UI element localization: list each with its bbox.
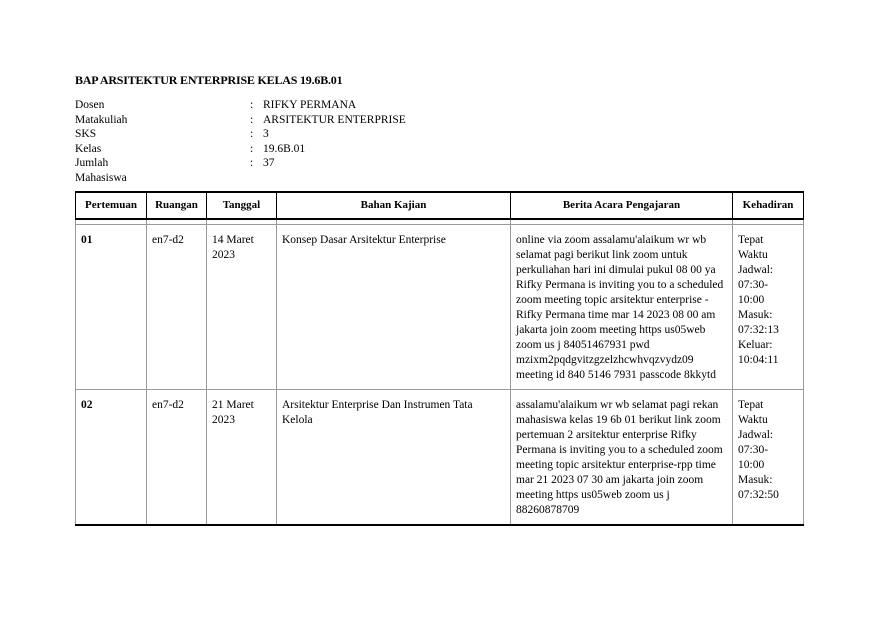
info-value: 3 — [263, 128, 269, 140]
attendance-line: 10:00 — [738, 294, 765, 306]
attendance-line: 10:04:11 — [738, 354, 779, 366]
attendance-line: Masuk: — [738, 309, 773, 321]
attendance-line: Keluar: — [738, 339, 773, 351]
attendance-line: 07:30- — [738, 444, 769, 456]
attendance-line: Jadwal: — [738, 429, 774, 441]
document-title: BAP ARSITEKTUR ENTERPRISE KELAS 19.6B.01 — [75, 73, 343, 87]
info-colon: : — [250, 128, 254, 140]
table-row — [76, 225, 804, 390]
attendance-line: 07:32:13 — [738, 324, 779, 336]
info-label: SKS — [75, 128, 97, 140]
meeting-number: 02 — [76, 390, 147, 526]
attendance-line: Waktu — [738, 414, 768, 426]
column-header-tanggal: Tanggal — [207, 192, 277, 219]
info-colon: : — [250, 99, 254, 111]
attendance-line: 07:30- — [738, 279, 769, 291]
info-value: RIFKY PERMANA — [263, 99, 357, 111]
attendance-line: Waktu — [738, 249, 768, 261]
teaching-report-cell: assalamu'alaikum wr wb selamat pagi rekan mahasiswa kelas 19 6b 01 berikut link zoom pertemuan 2 arsitektur enterprise Rifky Permana is inviting you to a scheduled zoom meeting topic arsitektur enterprise-rpp time mar 21 2023 07 30 am jakarta join zoom meeting https us05web zoom us j 88260878709 — [511, 390, 733, 526]
info-value: 37 — [263, 157, 275, 169]
topic-cell: Arsitektur Enterprise Dan Instrumen Tata Kelola — [277, 390, 511, 526]
room-cell: en7-d2 — [147, 225, 207, 390]
date-cell: 21 Maret 2023 — [207, 390, 277, 526]
table-row — [76, 390, 804, 526]
info-colon: : — [250, 157, 254, 169]
teaching-report-cell: online via zoom assalamu'alaikum wr wb selamat pagi berikut link zoom untuk perkuliahan hari ini dimulai pukul 08 00 ya Rifky Permana is inviting you to a scheduled zoom meeting topic arsitektur enterprise - Rifky Permana time mar 14 2023 08 00 am jakarta join zoom meeting https us05web zoom us j 84051467931 pwd mzixm2pqdgvitzgzelzhcwhvqzvydz09 meeting id 840 5146 7931 passcode 8kkytd — [511, 225, 733, 390]
attendance-line: Tepat — [738, 399, 764, 411]
attendance-line: Masuk: — [738, 474, 773, 486]
date-cell: 14 Maret 2023 — [207, 225, 277, 390]
attendance-cell — [733, 225, 804, 390]
info-colon: : — [250, 142, 254, 155]
attendance-line: 07:32:50 — [738, 489, 779, 501]
info-value: 19.6B.01 — [263, 142, 306, 155]
room-cell: en7-d2 — [147, 390, 207, 526]
column-header-kehadiran: Kehadiran — [733, 192, 804, 219]
info-label: Dosen — [75, 99, 105, 111]
info-label: Matakuliah — [75, 113, 128, 126]
attendance-line: 10:00 — [738, 459, 765, 471]
column-header-ruangan: Ruangan — [147, 192, 207, 219]
attendance-line: Tepat — [738, 234, 764, 246]
bap-table — [75, 191, 804, 526]
table-header-row — [76, 192, 804, 219]
info-label: Kelas — [75, 142, 102, 155]
meeting-number: 01 — [76, 225, 147, 390]
info-value: ARSITEKTUR ENTERPRISE — [263, 113, 406, 126]
attendance-cell — [733, 390, 804, 526]
column-header-bahan-kajian: Bahan Kajian — [277, 192, 511, 219]
topic-cell: Konsep Dasar Arsitektur Enterprise — [277, 225, 511, 390]
column-header-berita-acara: Berita Acara Pengajaran — [511, 192, 733, 219]
info-label: Jumlah Mahasiswa — [75, 157, 127, 184]
info-colon: : — [250, 113, 254, 126]
column-header-pertemuan: Pertemuan — [76, 192, 147, 219]
attendance-line: Jadwal: — [738, 264, 774, 276]
